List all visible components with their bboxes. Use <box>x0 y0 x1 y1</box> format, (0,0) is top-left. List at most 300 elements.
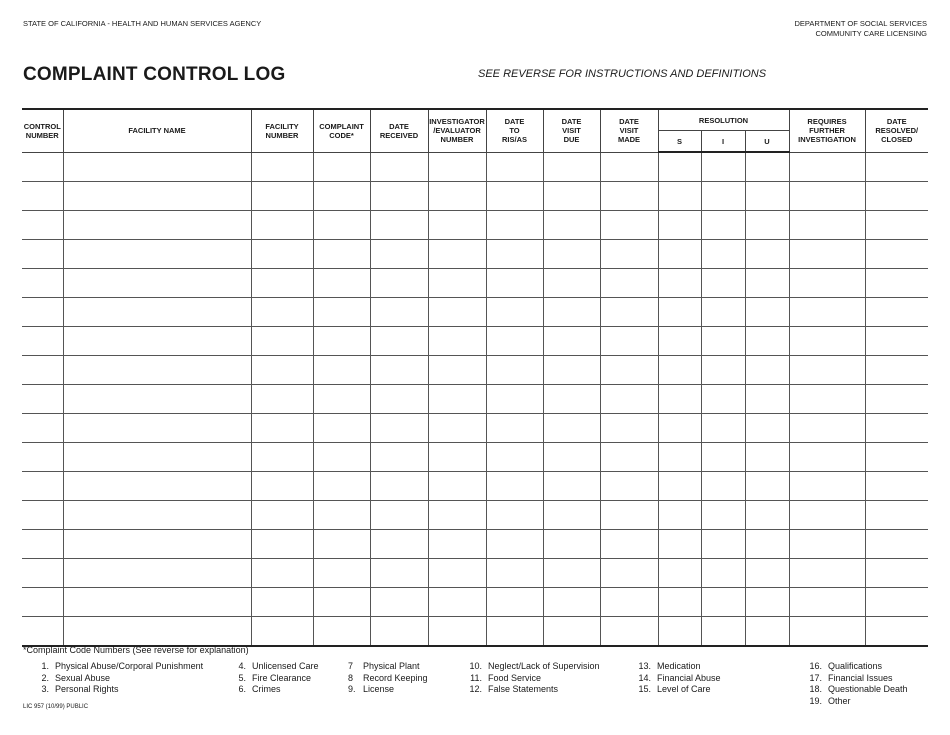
entry-cell[interactable] <box>63 588 251 617</box>
entry-cell[interactable] <box>600 152 658 182</box>
entry-cell[interactable] <box>789 327 865 356</box>
code-item: 14. Financial Abuse <box>638 672 721 683</box>
table-row <box>22 443 928 472</box>
entry-cell[interactable] <box>789 211 865 240</box>
entry-cell[interactable] <box>543 356 600 385</box>
col-date-to-ris-as: DATE TO RIS/AS <box>486 109 543 152</box>
code-item: 4. Unlicensed Care <box>238 661 319 671</box>
entry-cell[interactable] <box>370 530 428 559</box>
entry-cell[interactable] <box>486 501 543 530</box>
entry-cell[interactable] <box>251 269 313 298</box>
entry-cell[interactable] <box>428 182 486 211</box>
entry-cell[interactable] <box>701 588 745 617</box>
entry-cell[interactable] <box>251 385 313 414</box>
entry-cell[interactable] <box>313 356 370 385</box>
codes-column-1 <box>37 661 203 696</box>
entry-cell[interactable] <box>486 327 543 356</box>
entry-cell[interactable] <box>370 588 428 617</box>
entry-cell[interactable] <box>865 298 928 327</box>
entry-cell[interactable] <box>701 501 745 530</box>
table-body <box>22 152 928 646</box>
entry-cell[interactable] <box>370 385 428 414</box>
table-row <box>22 501 928 530</box>
entry-cell[interactable] <box>701 617 745 647</box>
entry-cell[interactable] <box>63 501 251 530</box>
entry-cell[interactable] <box>789 298 865 327</box>
entry-cell[interactable] <box>313 443 370 472</box>
entry-cell[interactable] <box>865 152 928 182</box>
entry-cell[interactable] <box>313 182 370 211</box>
entry-cell[interactable] <box>486 269 543 298</box>
col-resolution-u: U <box>745 131 789 153</box>
code-item: 11. Food Service <box>470 672 542 683</box>
entry-cell[interactable] <box>428 211 486 240</box>
entry-cell[interactable] <box>600 298 658 327</box>
entry-cell[interactable] <box>701 414 745 443</box>
entry-cell[interactable] <box>22 501 63 530</box>
entry-cell[interactable] <box>313 530 370 559</box>
entry-cell[interactable] <box>313 269 370 298</box>
entry-cell[interactable] <box>789 588 865 617</box>
entry-cell[interactable] <box>22 182 63 211</box>
entry-cell[interactable] <box>313 152 370 182</box>
code-item: 12. False Statements <box>469 684 559 694</box>
table-row <box>22 211 928 240</box>
col-facility-number: FACILITY NUMBER <box>251 109 313 152</box>
table-row <box>22 588 928 617</box>
table-header-row <box>22 109 928 131</box>
entry-cell[interactable] <box>658 240 701 269</box>
entry-cell[interactable] <box>865 182 928 211</box>
entry-cell[interactable] <box>658 327 701 356</box>
table-row <box>22 414 928 443</box>
entry-cell[interactable] <box>745 588 789 617</box>
entry-cell[interactable] <box>63 617 251 647</box>
table-row <box>22 530 928 559</box>
col-resolution-i: I <box>701 131 745 153</box>
entry-cell[interactable] <box>313 559 370 588</box>
entry-cell[interactable] <box>543 327 600 356</box>
entry-cell[interactable] <box>251 240 313 269</box>
entry-cell[interactable] <box>658 298 701 327</box>
entry-cell[interactable] <box>543 385 600 414</box>
entry-cell[interactable] <box>865 211 928 240</box>
code-item: 10. Neglect/Lack of Supervision <box>469 661 600 671</box>
entry-cell[interactable] <box>313 617 370 647</box>
entry-cell[interactable] <box>428 152 486 182</box>
entry-cell[interactable] <box>543 530 600 559</box>
entry-cell[interactable] <box>428 356 486 385</box>
entry-cell[interactable] <box>22 269 63 298</box>
entry-cell[interactable] <box>701 211 745 240</box>
entry-cell[interactable] <box>251 617 313 647</box>
entry-cell[interactable] <box>313 414 370 443</box>
entry-cell[interactable] <box>701 240 745 269</box>
entry-cell[interactable] <box>543 240 600 269</box>
entry-cell[interactable] <box>600 356 658 385</box>
entry-cell[interactable] <box>865 414 928 443</box>
entry-cell[interactable] <box>745 152 789 182</box>
code-item: 5. Fire Clearance <box>238 672 312 683</box>
entry-cell[interactable] <box>22 298 63 327</box>
entry-cell[interactable] <box>600 443 658 472</box>
entry-cell[interactable] <box>486 443 543 472</box>
entry-cell[interactable] <box>745 182 789 211</box>
col-date-resolved-closed: DATE RESOLVED/ CLOSED <box>865 109 928 152</box>
entry-cell[interactable] <box>486 472 543 501</box>
entry-cell[interactable] <box>658 588 701 617</box>
codes-title: *Complaint Code Numbers (See reverse for explanation) <box>23 645 249 655</box>
entry-cell[interactable] <box>22 588 63 617</box>
code-item: 13. Medication <box>638 661 701 671</box>
entry-cell[interactable] <box>370 327 428 356</box>
code-item: 8 Record Keeping <box>348 672 428 683</box>
entry-cell[interactable] <box>486 240 543 269</box>
entry-cell[interactable] <box>865 443 928 472</box>
entry-cell[interactable] <box>789 385 865 414</box>
entry-cell[interactable] <box>600 530 658 559</box>
entry-cell[interactable] <box>658 617 701 647</box>
table-row <box>22 356 928 385</box>
entry-cell[interactable] <box>63 530 251 559</box>
entry-cell[interactable] <box>789 617 865 647</box>
entry-cell[interactable] <box>600 559 658 588</box>
entry-cell[interactable] <box>600 472 658 501</box>
entry-cell[interactable] <box>600 588 658 617</box>
entry-cell[interactable] <box>22 240 63 269</box>
entry-cell[interactable] <box>251 443 313 472</box>
entry-cell[interactable] <box>789 240 865 269</box>
entry-cell[interactable] <box>865 240 928 269</box>
entry-cell[interactable] <box>370 501 428 530</box>
entry-cell[interactable] <box>63 240 251 269</box>
codes-column-3 <box>348 661 428 696</box>
entry-cell[interactable] <box>22 530 63 559</box>
entry-cell[interactable] <box>543 269 600 298</box>
entry-cell[interactable] <box>370 559 428 588</box>
entry-cell[interactable] <box>428 530 486 559</box>
entry-cell[interactable] <box>22 443 63 472</box>
entry-cell[interactable] <box>701 356 745 385</box>
entry-cell[interactable] <box>745 211 789 240</box>
entry-cell[interactable] <box>486 588 543 617</box>
entry-cell[interactable] <box>370 182 428 211</box>
entry-cell[interactable] <box>745 298 789 327</box>
entry-cell[interactable] <box>251 182 313 211</box>
entry-cell[interactable] <box>22 472 63 501</box>
col-requires-further-investigation: REQUIRES FURTHER INVESTIGATION <box>789 109 865 152</box>
entry-cell[interactable] <box>22 152 63 182</box>
entry-cell[interactable] <box>745 530 789 559</box>
agency-label: STATE OF CALIFORNIA - HEALTH AND HUMAN SERVICES AGENCY <box>23 19 262 28</box>
entry-cell[interactable] <box>865 530 928 559</box>
entry-cell[interactable] <box>701 182 745 211</box>
entry-cell[interactable] <box>658 414 701 443</box>
entry-cell[interactable] <box>22 559 63 588</box>
entry-cell[interactable] <box>428 501 486 530</box>
col-facility-name: FACILITY NAME <box>63 109 251 152</box>
entry-cell[interactable] <box>486 356 543 385</box>
entry-cell[interactable] <box>789 472 865 501</box>
entry-cell[interactable] <box>22 617 63 647</box>
entry-cell[interactable] <box>63 385 251 414</box>
entry-cell[interactable] <box>701 530 745 559</box>
entry-cell[interactable] <box>370 472 428 501</box>
entry-cell[interactable] <box>251 472 313 501</box>
entry-cell[interactable] <box>745 472 789 501</box>
entry-cell[interactable] <box>486 414 543 443</box>
page-title: COMPLAINT CONTROL LOG <box>23 64 286 85</box>
entry-cell[interactable] <box>63 443 251 472</box>
code-item: 2. Sexual Abuse <box>41 672 111 683</box>
entry-cell[interactable] <box>658 211 701 240</box>
codes-column-5 <box>638 661 721 696</box>
entry-cell[interactable] <box>428 385 486 414</box>
col-resolution: RESOLUTION <box>658 109 789 131</box>
code-item: 16. Qualifications <box>809 661 883 671</box>
entry-cell[interactable] <box>370 240 428 269</box>
entry-cell[interactable] <box>789 356 865 385</box>
entry-cell[interactable] <box>63 211 251 240</box>
complaint-log-table <box>22 108 928 647</box>
entry-cell[interactable] <box>63 269 251 298</box>
entry-cell[interactable] <box>313 240 370 269</box>
entry-cell[interactable] <box>370 152 428 182</box>
entry-cell[interactable] <box>428 443 486 472</box>
entry-cell[interactable] <box>658 559 701 588</box>
entry-cell[interactable] <box>658 530 701 559</box>
entry-cell[interactable] <box>865 588 928 617</box>
entry-cell[interactable] <box>22 385 63 414</box>
entry-cell[interactable] <box>313 588 370 617</box>
code-item: 19. Other <box>809 695 851 706</box>
entry-cell[interactable] <box>701 385 745 414</box>
code-item: 1. Physical Abuse/Corporal Punishment <box>41 661 204 671</box>
entry-cell[interactable] <box>543 559 600 588</box>
entry-cell[interactable] <box>658 443 701 472</box>
entry-cell[interactable] <box>251 327 313 356</box>
entry-cell[interactable] <box>428 298 486 327</box>
entry-cell[interactable] <box>745 617 789 647</box>
entry-cell[interactable] <box>428 617 486 647</box>
table-row <box>22 559 928 588</box>
entry-cell[interactable] <box>701 269 745 298</box>
entry-cell[interactable] <box>486 530 543 559</box>
code-item: 7 Physical Plant <box>348 661 420 671</box>
entry-cell[interactable] <box>313 385 370 414</box>
code-item: 18. Questionable Death <box>809 684 908 694</box>
entry-cell[interactable] <box>251 559 313 588</box>
entry-cell[interactable] <box>658 356 701 385</box>
entry-cell[interactable] <box>600 269 658 298</box>
entry-cell[interactable] <box>543 588 600 617</box>
codes-column-2 <box>234 661 319 696</box>
col-date-visit-made: DATE VISIT MADE <box>600 109 658 152</box>
entry-cell[interactable] <box>865 559 928 588</box>
entry-cell[interactable] <box>789 414 865 443</box>
entry-cell[interactable] <box>600 211 658 240</box>
entry-cell[interactable] <box>701 472 745 501</box>
entry-cell[interactable] <box>745 269 789 298</box>
entry-cell[interactable] <box>22 414 63 443</box>
code-item: 17. Financial Issues <box>809 672 893 683</box>
entry-cell[interactable] <box>745 327 789 356</box>
entry-cell[interactable] <box>745 559 789 588</box>
entry-cell[interactable] <box>313 298 370 327</box>
entry-cell[interactable] <box>865 472 928 501</box>
table-row <box>22 152 928 182</box>
entry-cell[interactable] <box>600 414 658 443</box>
entry-cell[interactable] <box>865 327 928 356</box>
table-row <box>22 298 928 327</box>
department-line1: DEPARTMENT OF SOCIAL SERVICES <box>794 19 927 28</box>
entry-cell[interactable] <box>486 152 543 182</box>
entry-cell[interactable] <box>745 385 789 414</box>
entry-cell[interactable] <box>22 356 63 385</box>
entry-cell[interactable] <box>543 443 600 472</box>
entry-cell[interactable] <box>789 530 865 559</box>
entry-cell[interactable] <box>658 269 701 298</box>
entry-cell[interactable] <box>865 501 928 530</box>
entry-cell[interactable] <box>600 501 658 530</box>
table-row <box>22 182 928 211</box>
entry-cell[interactable] <box>658 472 701 501</box>
col-investigator-number: INVESTIGATOR /EVALUATOR NUMBER <box>428 109 486 152</box>
entry-cell[interactable] <box>701 443 745 472</box>
entry-cell[interactable] <box>701 559 745 588</box>
entry-cell[interactable] <box>600 327 658 356</box>
table-row <box>22 327 928 356</box>
entry-cell[interactable] <box>63 152 251 182</box>
entry-cell[interactable] <box>251 298 313 327</box>
entry-cell[interactable] <box>428 472 486 501</box>
entry-cell[interactable] <box>428 559 486 588</box>
entry-cell[interactable] <box>701 327 745 356</box>
table-row <box>22 617 928 647</box>
entry-cell[interactable] <box>63 414 251 443</box>
entry-cell[interactable] <box>370 443 428 472</box>
entry-cell[interactable] <box>486 182 543 211</box>
table-row <box>22 240 928 269</box>
col-complaint-code: COMPLAINT CODE* <box>313 109 370 152</box>
entry-cell[interactable] <box>486 298 543 327</box>
form-number: LIC 957 (10/99) PUBLIC <box>23 704 89 710</box>
entry-cell[interactable] <box>789 182 865 211</box>
entry-cell[interactable] <box>428 414 486 443</box>
entry-cell[interactable] <box>745 443 789 472</box>
entry-cell[interactable] <box>543 182 600 211</box>
entry-cell[interactable] <box>600 182 658 211</box>
entry-cell[interactable] <box>600 617 658 647</box>
code-item: 9. License <box>348 684 395 694</box>
entry-cell[interactable] <box>543 298 600 327</box>
entry-cell[interactable] <box>370 617 428 647</box>
entry-cell[interactable] <box>251 356 313 385</box>
entry-cell[interactable] <box>658 152 701 182</box>
entry-cell[interactable] <box>543 211 600 240</box>
entry-cell[interactable] <box>63 182 251 211</box>
entry-cell[interactable] <box>865 356 928 385</box>
entry-cell[interactable] <box>63 298 251 327</box>
entry-cell[interactable] <box>370 211 428 240</box>
entry-cell[interactable] <box>313 211 370 240</box>
entry-cell[interactable] <box>22 211 63 240</box>
entry-cell[interactable] <box>745 414 789 443</box>
entry-cell[interactable] <box>63 472 251 501</box>
entry-cell[interactable] <box>251 501 313 530</box>
entry-cell[interactable] <box>251 588 313 617</box>
entry-cell[interactable] <box>543 617 600 647</box>
entry-cell[interactable] <box>486 559 543 588</box>
entry-cell[interactable] <box>370 298 428 327</box>
entry-cell[interactable] <box>600 240 658 269</box>
entry-cell[interactable] <box>63 559 251 588</box>
table-row <box>22 269 928 298</box>
entry-cell[interactable] <box>428 327 486 356</box>
entry-cell[interactable] <box>251 530 313 559</box>
entry-cell[interactable] <box>658 385 701 414</box>
entry-cell[interactable] <box>251 211 313 240</box>
entry-cell[interactable] <box>313 327 370 356</box>
entry-cell[interactable] <box>486 385 543 414</box>
entry-cell[interactable] <box>63 327 251 356</box>
col-control-number: CONTROL NUMBER <box>22 109 63 152</box>
table-row <box>22 385 928 414</box>
entry-cell[interactable] <box>658 501 701 530</box>
entry-cell[interactable] <box>486 617 543 647</box>
entry-cell[interactable] <box>543 501 600 530</box>
entry-cell[interactable] <box>543 152 600 182</box>
entry-cell[interactable] <box>789 501 865 530</box>
entry-cell[interactable] <box>701 152 745 182</box>
entry-cell[interactable] <box>865 385 928 414</box>
entry-cell[interactable] <box>313 472 370 501</box>
entry-cell[interactable] <box>745 240 789 269</box>
codes-column-4 <box>469 661 600 696</box>
entry-cell[interactable] <box>701 298 745 327</box>
entry-cell[interactable] <box>486 211 543 240</box>
code-item: 3. Personal Rights <box>41 684 119 694</box>
entry-cell[interactable] <box>543 472 600 501</box>
entry-cell[interactable] <box>313 501 370 530</box>
table-row <box>22 472 928 501</box>
entry-cell[interactable] <box>745 501 789 530</box>
entry-cell[interactable] <box>745 356 789 385</box>
col-date-received: DATE RECEIVED <box>370 109 428 152</box>
entry-cell[interactable] <box>789 559 865 588</box>
entry-cell[interactable] <box>251 414 313 443</box>
entry-cell[interactable] <box>251 152 313 182</box>
entry-cell[interactable] <box>428 240 486 269</box>
entry-cell[interactable] <box>428 588 486 617</box>
entry-cell[interactable] <box>789 443 865 472</box>
entry-cell[interactable] <box>63 356 251 385</box>
entry-cell[interactable] <box>370 269 428 298</box>
entry-cell[interactable] <box>789 269 865 298</box>
entry-cell[interactable] <box>789 152 865 182</box>
entry-cell[interactable] <box>428 269 486 298</box>
entry-cell[interactable] <box>543 414 600 443</box>
entry-cell[interactable] <box>600 385 658 414</box>
entry-cell[interactable] <box>658 182 701 211</box>
entry-cell[interactable] <box>865 269 928 298</box>
entry-cell[interactable] <box>370 356 428 385</box>
entry-cell[interactable] <box>370 414 428 443</box>
entry-cell[interactable] <box>22 327 63 356</box>
entry-cell[interactable] <box>865 617 928 647</box>
department-line2: COMMUNITY CARE LICENSING <box>815 29 927 38</box>
instructions-note: SEE REVERSE FOR INSTRUCTIONS AND DEFINITIONS <box>478 68 767 80</box>
